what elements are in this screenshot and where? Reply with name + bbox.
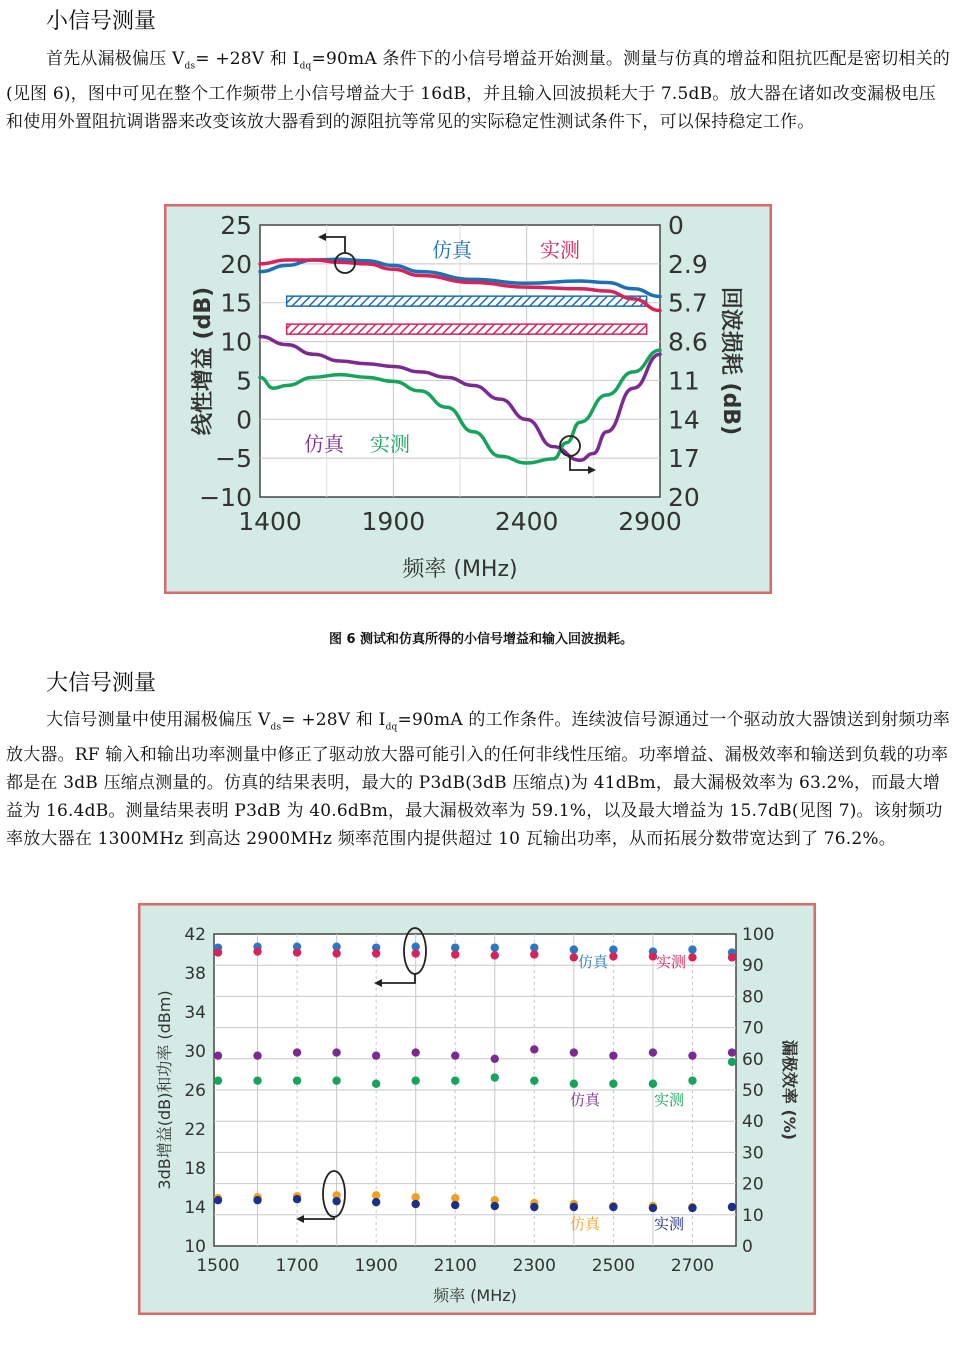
fig7-point-eff-meas xyxy=(688,1076,696,1084)
fig7-point-gain-meas xyxy=(530,1203,538,1211)
fig6-legend-meas-rl: 实测 xyxy=(370,432,410,456)
fig7-y2tick-label: 0 xyxy=(742,1237,753,1257)
fig7-point-eff-sim xyxy=(688,1051,696,1059)
fig6-ytick-label: 0 xyxy=(236,405,252,435)
fig6-legend-meas-gain: 实测 xyxy=(540,238,580,262)
fig7-point-power-meas xyxy=(332,949,340,957)
fig7-point-gain-meas xyxy=(649,1204,657,1212)
fig7-ytick-label: 18 xyxy=(184,1159,206,1179)
fig7-xtick-label: 2300 xyxy=(512,1256,556,1276)
fig6-ytick-label: 15 xyxy=(220,288,252,318)
fig7-point-gain-meas xyxy=(451,1201,459,1209)
fig7-xtick-label: 2500 xyxy=(591,1256,636,1276)
fig7-point-eff-sim xyxy=(253,1051,261,1059)
fig7-point-gain-meas xyxy=(609,1203,617,1211)
fig7-point-power-meas xyxy=(609,952,617,960)
fig7-point-gain-meas xyxy=(491,1202,499,1210)
figure-6-caption: 图 6 测试和仿真所得的小信号增益和输入回波损耗。 xyxy=(328,632,634,647)
fig7-y2tick-label: 40 xyxy=(742,1112,764,1133)
fig7-point-power-sim xyxy=(491,943,499,951)
fig7-point-eff-meas xyxy=(372,1080,380,1088)
fig7-point-gain-meas xyxy=(411,1200,419,1208)
fig6-y2tick-label: 8.6 xyxy=(668,327,708,357)
fig7-ytick-label: 10 xyxy=(184,1237,206,1257)
fig7-point-eff-sim xyxy=(728,1048,736,1056)
fig7-point-eff-meas xyxy=(451,1076,459,1084)
fig6-ytick-label: 5 xyxy=(236,366,252,396)
fig7-ytick-label: 34 xyxy=(184,1003,206,1023)
fig7-y2label: 漏极效率 (%) xyxy=(780,1039,799,1141)
fig7-point-eff-meas xyxy=(649,1080,657,1088)
fig7-point-eff-sim xyxy=(491,1055,499,1063)
fig6-ytick-label: 20 xyxy=(220,249,252,279)
fig7-point-eff-meas xyxy=(530,1076,538,1084)
fig7-point-gain-meas xyxy=(293,1195,301,1203)
fig7-xtick-label: 2700 xyxy=(670,1256,715,1276)
fig6-xtick-label: 2400 xyxy=(494,507,559,536)
fig6-legend-sim-gain: 仿真 xyxy=(432,238,472,262)
fig7-y2tick-label: 100 xyxy=(742,925,775,945)
fig7-point-gain-meas xyxy=(688,1204,696,1212)
fig7-point-eff-meas xyxy=(214,1076,222,1084)
fig7-point-eff-sim xyxy=(609,1051,617,1059)
fig7-point-eff-meas xyxy=(332,1076,340,1084)
fig7-point-eff-meas xyxy=(293,1076,301,1084)
fig7-point-power-meas xyxy=(253,947,261,955)
fig6-xlabel: 频率 (MHz) xyxy=(402,557,518,582)
fig7-point-gain-meas xyxy=(728,1203,736,1211)
fig6-ytick-label: 10 xyxy=(220,327,252,357)
fig6-xtick-label: 2900 xyxy=(618,507,682,536)
fig7-y2tick-label: 50 xyxy=(742,1081,764,1101)
fig7-point-eff-sim xyxy=(570,1048,578,1056)
section-title-large-signal: 大信号测量 xyxy=(46,671,157,696)
fig7-xtick-label: 1900 xyxy=(354,1256,398,1276)
fig7-point-eff-meas xyxy=(609,1080,617,1088)
fig7-legend-eff-meas: 实测 xyxy=(654,1091,685,1109)
fig7-point-eff-meas xyxy=(728,1058,736,1066)
fig7-point-power-meas xyxy=(728,953,736,961)
fig6-y2tick-label: 17 xyxy=(668,444,700,474)
fig6-xtick-label: 1900 xyxy=(361,507,426,536)
fig7-point-eff-meas xyxy=(491,1073,499,1081)
fig7-point-eff-sim xyxy=(649,1048,657,1056)
fig7-legend-power-sim: 仿真 xyxy=(578,953,609,971)
fig6-hatched-band-red xyxy=(287,324,647,334)
fig7-y2tick-label: 70 xyxy=(742,1018,764,1039)
fig6-hatched-band-blue xyxy=(287,296,647,306)
fig7-point-power-sim xyxy=(570,945,578,953)
fig7-point-eff-sim xyxy=(293,1048,301,1056)
fig7-point-power-meas xyxy=(530,950,538,958)
fig7-ytick-label: 30 xyxy=(184,1042,206,1062)
fig7-point-eff-sim xyxy=(372,1051,380,1059)
fig7-ytick-label: 38 xyxy=(184,964,206,984)
fig7-legend-eff-sim: 仿真 xyxy=(570,1091,601,1109)
fig6-ytick-label: −10 xyxy=(199,483,252,512)
fig7-point-eff-sim xyxy=(214,1051,222,1059)
fig6-y2tick-label: 0 xyxy=(668,211,684,240)
fig6-xtick-label: 1400 xyxy=(238,507,302,536)
fig7-xtick-label: 2100 xyxy=(433,1256,477,1276)
fig7-point-power-sim xyxy=(688,945,696,953)
fig7-point-power-meas xyxy=(491,951,499,959)
fig7-xlabel: 频率 (MHz) xyxy=(433,1286,517,1305)
figure-6-chart xyxy=(164,204,772,594)
fig7-point-eff-meas xyxy=(411,1076,419,1084)
fig7-point-eff-sim xyxy=(332,1048,340,1056)
fig7-point-gain-meas xyxy=(332,1197,340,1205)
paragraph-small-signal: 首先从漏极偏压 $V_{ds}= +28V$ 和 $I_{dq}=90mA$ 条件下的小信号增益开始测量。测量与仿真的增益和阻抗匹配是密切相关的(见图 6)，图中可见在整个工作频带上小信号增益大于 16dB，并且输入回波损耗大于 7.5dB。放大器在诸如改变漏极电压和使用外置阻抗调谐器来改变该放大器看到的源阻抗等常见的实际稳定性测试条件下，可以保持稳定工作。 xyxy=(6,49,951,133)
fig7-point-gain-meas xyxy=(214,1196,222,1204)
fig7-point-eff-meas xyxy=(253,1076,261,1084)
fig7-ytick-label: 14 xyxy=(184,1198,206,1218)
paragraph-large-signal: 大信号测量中使用漏极偏压 $V_{ds}= +28V$ 和 $I_{dq}=90mA$ 的工作条件。连续波信号源通过一个驱动放大器馈送到射频功率放大器。RF 输入和输出功率测量中修正了驱动放大器可能引入的任何非线性压缩。功率增益、漏极效率和输送到负载的功率都是在 3dB 压缩点测量的。仿真的结果表明，最大的 P3dB(3dB 压缩点)为 41dBm，最大漏极效率为 63.2%，而最大增益为 16.4dB。测量结果表明 P3dB 为 40.6dBm，最大漏极效率为 59.1%，以及最大增益为 15.7dB(见图 7)。该射频功率放大器在 1300MHz 到高达 2900MHz 频率范围内提供超过 10 瓦输出功率，从而拓展分数带宽达到了 76.2%。 xyxy=(6,710,951,850)
figure-7-chart xyxy=(138,903,816,1315)
fig7-y2tick-label: 30 xyxy=(742,1143,764,1164)
fig7-ytick-label: 26 xyxy=(184,1081,206,1101)
fig7-point-gain-meas xyxy=(253,1196,261,1204)
fig7-point-power-meas xyxy=(688,953,696,961)
fig6-legend-sim-rl: 仿真 xyxy=(304,432,344,456)
fig7-point-eff-sim xyxy=(451,1051,459,1059)
fig6-ytick-label: 25 xyxy=(220,211,252,240)
fig7-y2tick-label: 10 xyxy=(742,1205,764,1226)
fig7-point-power-meas xyxy=(214,948,222,956)
fig6-y2label: 回波损耗 (dB) xyxy=(718,286,743,436)
fig7-ylabel: 3dB增益(dB)和功率 (dBm) xyxy=(155,990,174,1190)
fig6-y2tick-label: 5.7 xyxy=(668,288,708,318)
fig7-point-power-meas xyxy=(411,949,419,957)
fig6-ylabel: 线性增益 (dB) xyxy=(191,286,216,436)
fig6-y2tick-label: 2.9 xyxy=(668,249,708,279)
section-title-small-signal: 小信号测量 xyxy=(46,9,157,34)
fig7-legend-gain-sim: 仿真 xyxy=(570,1215,601,1233)
fig7-point-eff-meas xyxy=(570,1080,578,1088)
fig7-point-gain-meas xyxy=(570,1203,578,1211)
fig7-point-power-meas xyxy=(570,953,578,961)
fig7-xtick-label: 1500 xyxy=(196,1256,240,1276)
fig7-point-eff-sim xyxy=(530,1045,538,1053)
fig7-y2tick-label: 20 xyxy=(742,1174,764,1195)
fig7-y2tick-label: 60 xyxy=(742,1049,764,1070)
fig7-legend-gain-meas: 实测 xyxy=(654,1215,685,1233)
fig6-y2tick-label: 14 xyxy=(668,405,700,435)
fig7-point-power-meas xyxy=(293,948,301,956)
fig7-y2tick-label: 90 xyxy=(742,956,764,977)
fig7-ytick-label: 22 xyxy=(184,1120,206,1140)
fig7-ytick-label: 42 xyxy=(184,925,206,945)
fig7-point-eff-sim xyxy=(411,1048,419,1056)
fig7-point-gain-meas xyxy=(372,1198,380,1206)
fig6-y2tick-label: 20 xyxy=(668,483,700,512)
fig7-y2tick-label: 80 xyxy=(742,987,764,1008)
fig6-y2tick-label: 11 xyxy=(668,366,700,396)
fig7-point-power-meas xyxy=(372,949,380,957)
fig7-xtick-label: 1700 xyxy=(275,1256,319,1276)
fig7-legend-power-meas: 实测 xyxy=(656,953,687,971)
fig7-point-power-meas xyxy=(451,950,459,958)
fig6-ytick-label: −5 xyxy=(215,444,252,474)
